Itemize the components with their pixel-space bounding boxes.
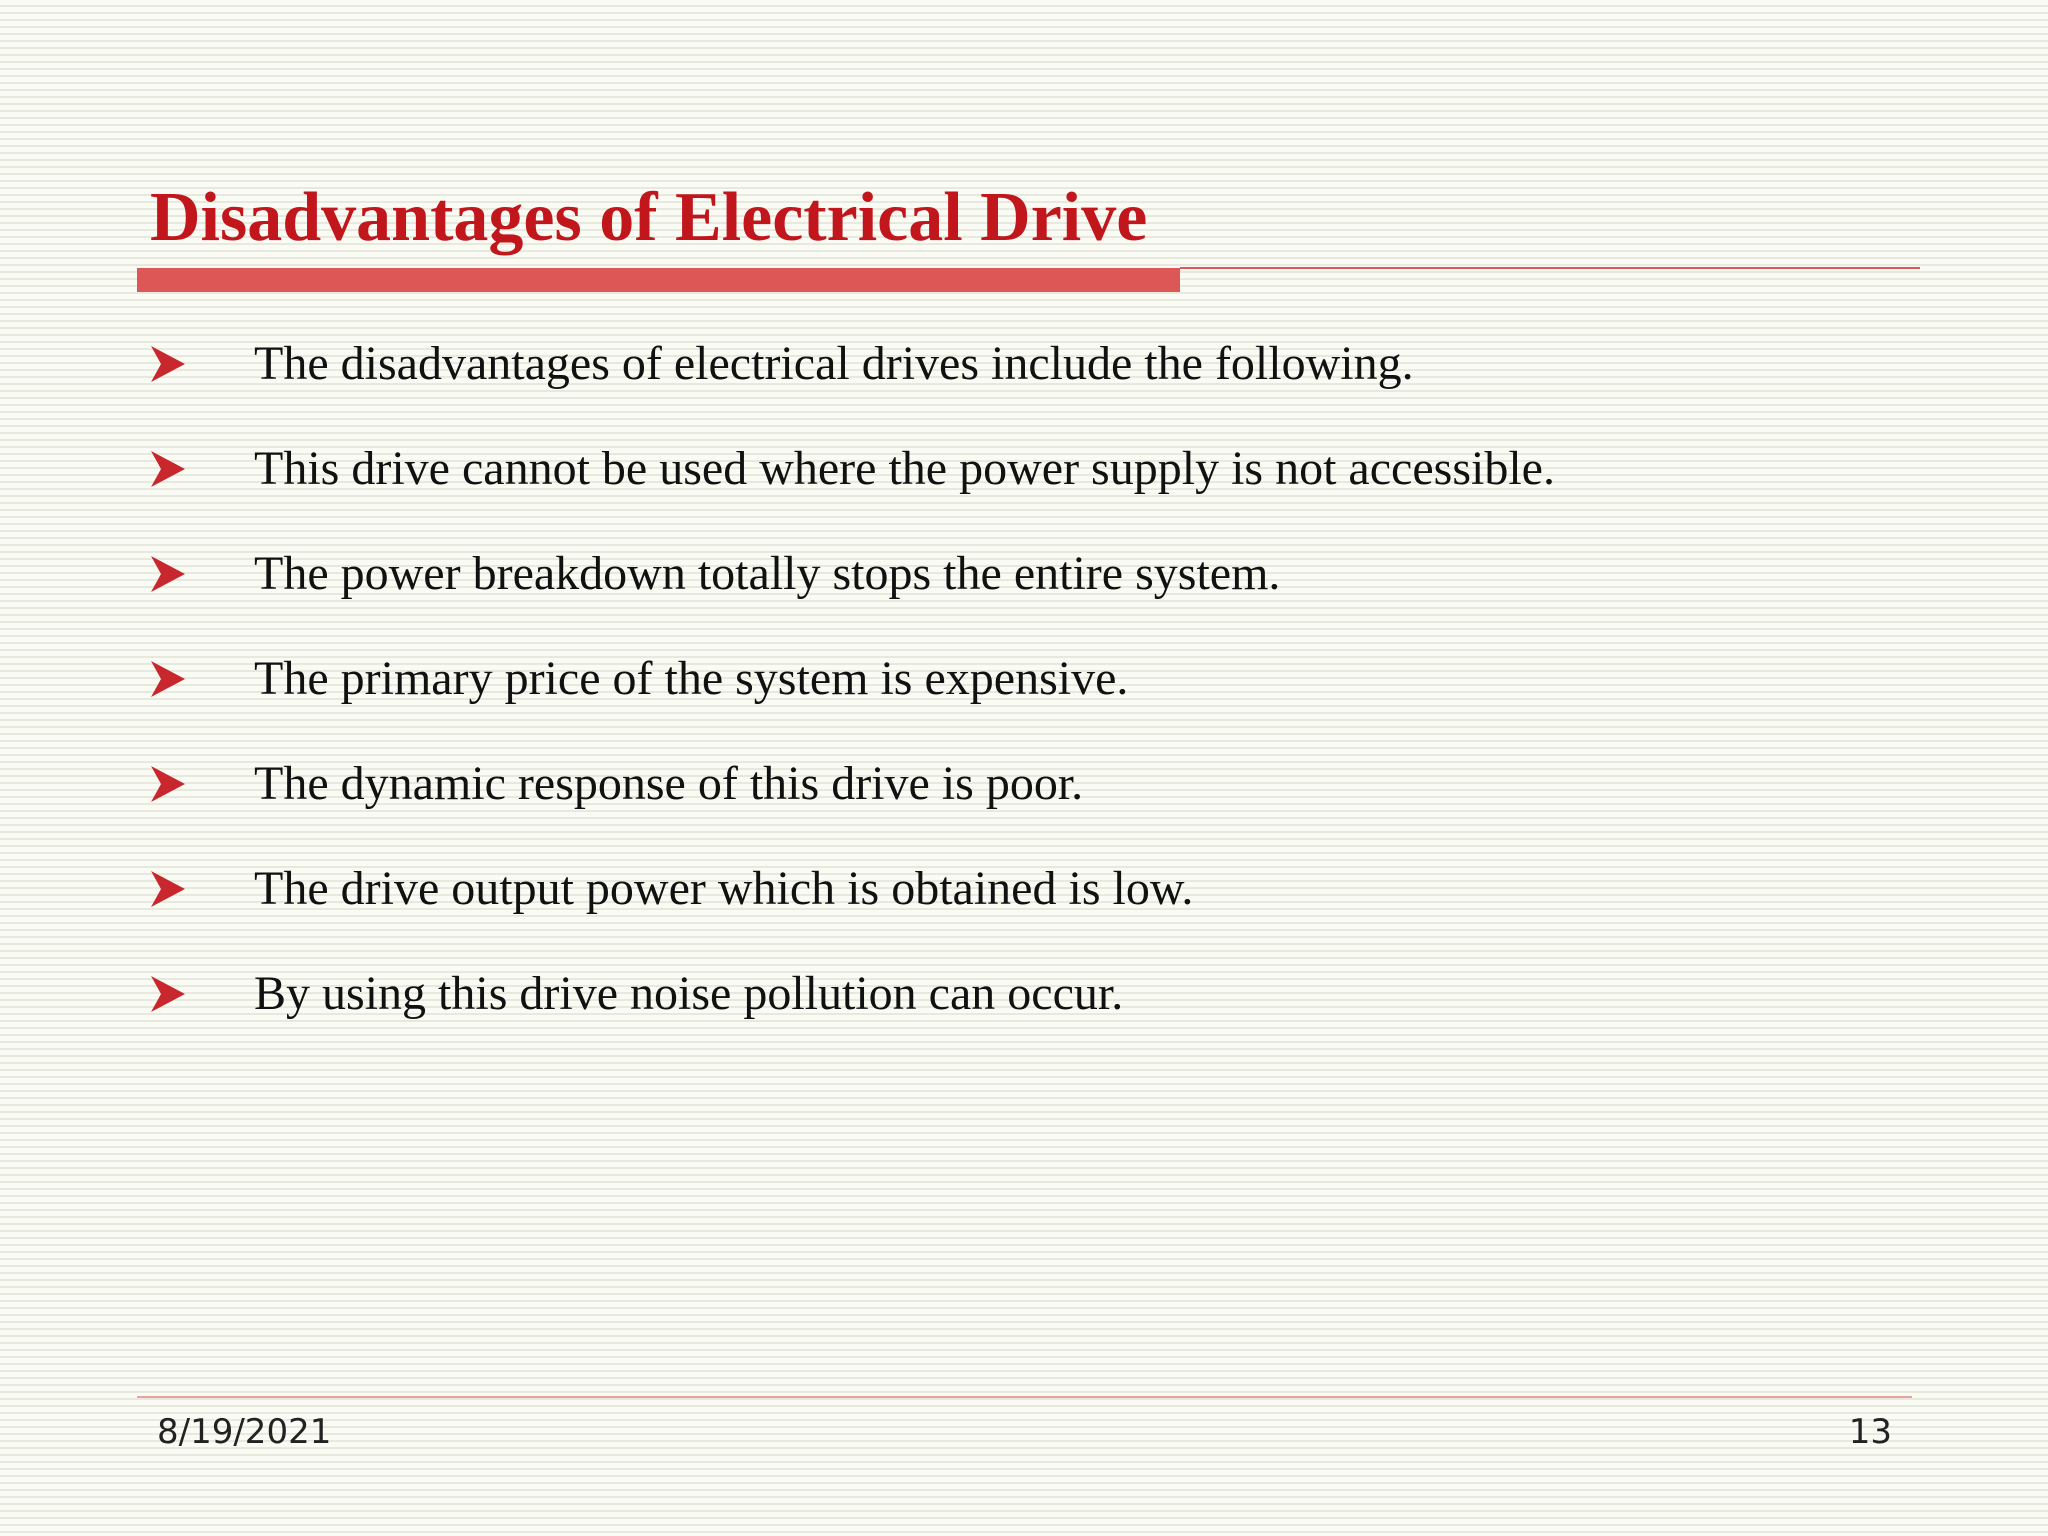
bullet-text: The primary price of the system is expensive. — [254, 652, 1129, 705]
bullet-text: The drive output power which is obtained is low. — [254, 862, 1194, 915]
list-item — [150, 964, 1900, 1024]
arrow-bullet-icon — [150, 869, 186, 909]
bullet-text: The dynamic response of this drive is poor. — [254, 757, 1084, 810]
title-underline-bar — [137, 268, 1180, 292]
arrow-bullet-icon — [150, 554, 186, 594]
bullet-text: By using this drive noise pollution can occur. — [254, 967, 1124, 1020]
slide-number: 13 — [1848, 1412, 1892, 1452]
arrow-bullet-icon — [150, 974, 186, 1014]
title-underline-rule — [1180, 267, 1920, 269]
arrow-bullet-icon — [150, 764, 186, 804]
footer-date: 8/19/2021 — [157, 1412, 332, 1452]
list-item — [150, 334, 1900, 394]
list-item — [150, 754, 1900, 814]
slide-title: Disadvantages of Electrical Drive — [150, 179, 1148, 256]
arrow-bullet-icon — [150, 659, 186, 699]
arrow-bullet-icon — [150, 344, 186, 384]
list-item — [150, 439, 1900, 499]
footer-divider — [137, 1396, 1912, 1398]
list-item — [150, 859, 1900, 919]
bullet-text: The disadvantages of electrical drives include the following. — [254, 337, 1414, 390]
list-item — [150, 544, 1900, 604]
list-item — [150, 649, 1900, 709]
arrow-bullet-icon — [150, 449, 186, 489]
bullet-text: This drive cannot be used where the power supply is not accessible. — [254, 442, 1555, 495]
bullet-text: The power breakdown totally stops the entire system. — [254, 547, 1281, 600]
